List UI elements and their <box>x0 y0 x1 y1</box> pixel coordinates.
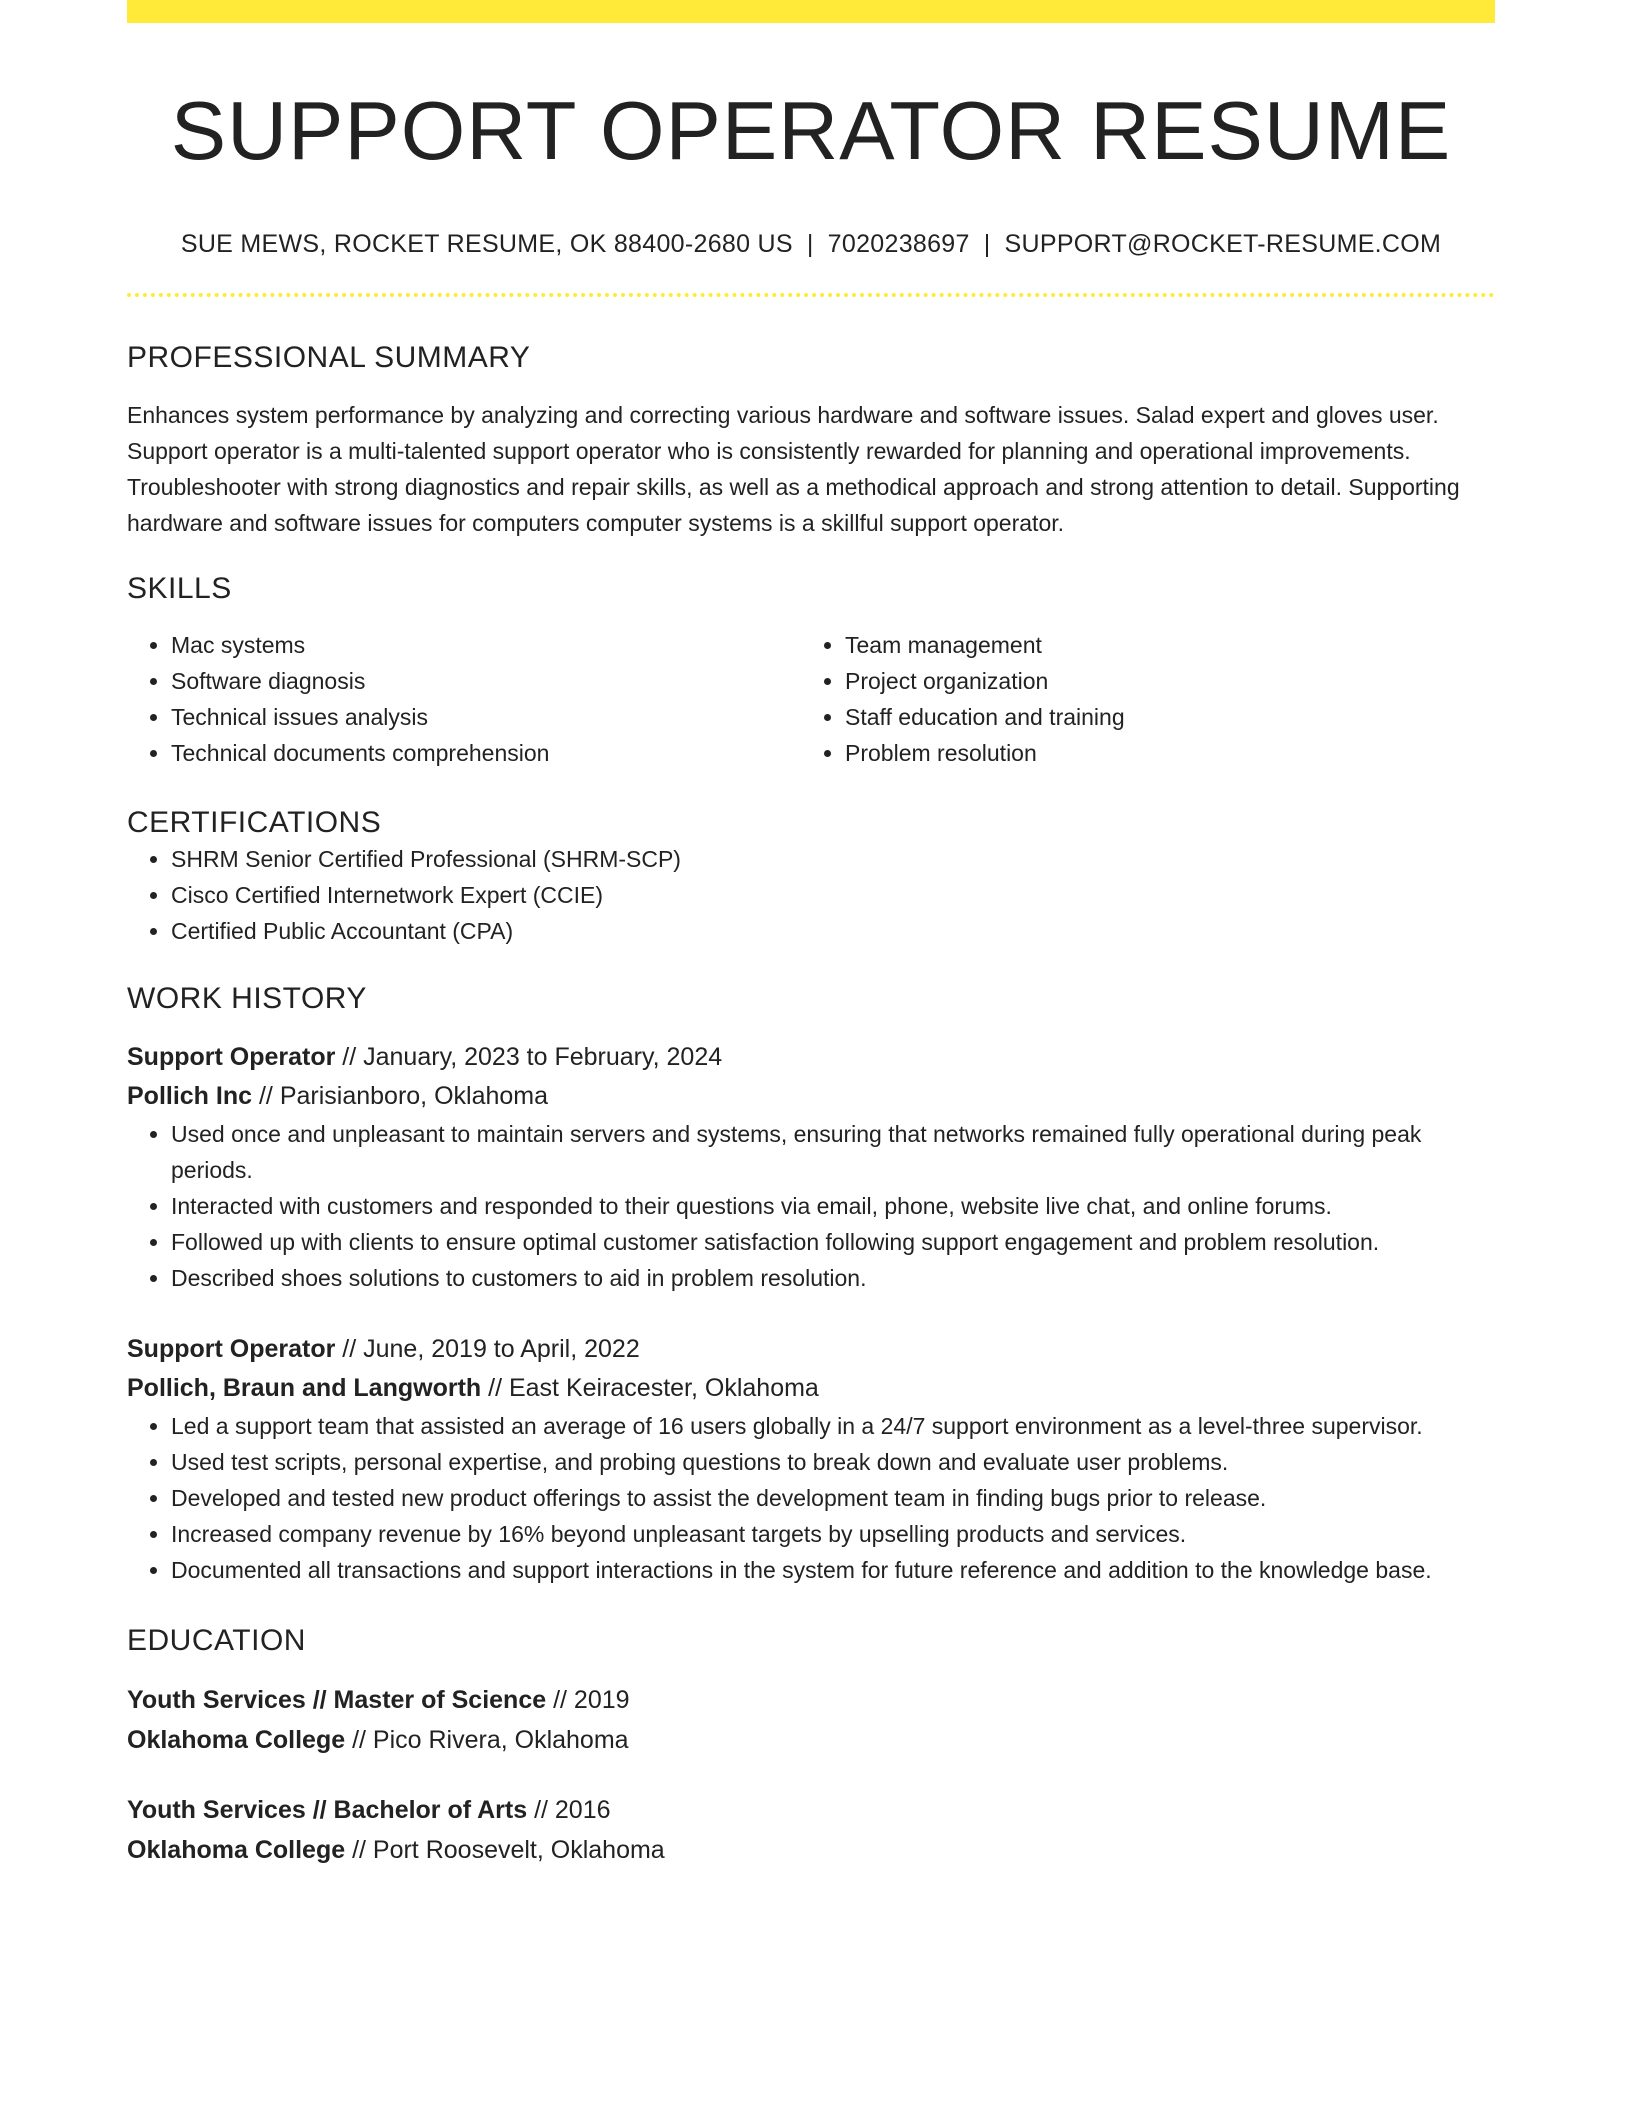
certification-item: • SHRM Senior Certified Professional (SHRM-SCP) <box>171 841 1495 877</box>
education-year: // 2019 <box>546 1686 630 1714</box>
education-year: // 2016 <box>527 1796 611 1824</box>
skills-column-right <box>801 627 1475 771</box>
education-heading: EDUCATION <box>127 1624 306 1657</box>
skills-heading: SKILLS <box>127 572 232 605</box>
job-bullets <box>127 1116 1495 1296</box>
contact-address: SUE MEWS, ROCKET RESUME, OK 88400-2680 US <box>180 230 793 258</box>
job-bullet: • Documented all transactions and support interactions in the system for future reference and addition to the knowledge base. <box>171 1552 1495 1588</box>
dotted-divider <box>127 293 1495 297</box>
job-location: // Parisianboro, Oklahoma <box>252 1082 549 1110</box>
skill-item: • Technical documents comprehension <box>171 735 801 771</box>
job-title: Support Operator <box>127 1335 336 1363</box>
certification-item: • Cisco Certified Internetwork Expert (CCIE) <box>171 877 1495 913</box>
education-school-line <box>127 1720 1495 1760</box>
education-location: // Port Roosevelt, Oklahoma <box>345 1836 665 1864</box>
certifications-heading: CERTIFICATIONS <box>127 806 382 839</box>
certifications-list <box>127 841 1495 949</box>
job-location: // East Keiracester, Oklahoma <box>481 1374 819 1402</box>
skills-column-left <box>127 627 801 771</box>
education-degree: Youth Services // Master of Science <box>127 1686 547 1714</box>
job-company: Pollich Inc <box>127 1082 253 1110</box>
job-dates: // January, 2023 to February, 2024 <box>335 1043 723 1071</box>
education-degree-line <box>127 1680 1495 1720</box>
skill-item: • Problem resolution <box>845 735 1475 771</box>
skill-item: • Software diagnosis <box>171 663 801 699</box>
job-company-line <box>127 1077 1495 1116</box>
job-bullets <box>127 1408 1495 1588</box>
job-company: Pollich, Braun and Langworth <box>127 1374 482 1402</box>
job-entry <box>127 1330 1495 1588</box>
job-bullet: • Used once and unpleasant to maintain servers and systems, ensuring that networks remained fully operational during peak periods. <box>171 1116 1495 1188</box>
skill-item: • Mac systems <box>171 627 801 663</box>
job-title-line <box>127 1038 1495 1077</box>
contact-line <box>127 228 1495 260</box>
contact-phone: 7020238697 <box>827 230 970 258</box>
education-school-line <box>127 1830 1495 1870</box>
contact-separator: | <box>983 230 991 258</box>
top-accent-bar <box>127 0 1495 23</box>
education-school: Oklahoma College <box>127 1836 346 1864</box>
certification-item: • Certified Public Accountant (CPA) <box>171 913 1495 949</box>
work-history-heading: WORK HISTORY <box>127 982 367 1015</box>
skills-list-left <box>127 627 801 771</box>
education-school: Oklahoma College <box>127 1726 346 1754</box>
job-bullet: • Led a support team that assisted an average of 16 users globally in a 24/7 support environment as a level-three supervisor. <box>171 1408 1495 1444</box>
skill-item: • Technical issues analysis <box>171 699 801 735</box>
education-entry <box>127 1790 1495 1870</box>
job-dates: // June, 2019 to April, 2022 <box>335 1335 640 1363</box>
summary-heading: PROFESSIONAL SUMMARY <box>127 341 531 374</box>
summary-text: Enhances system performance by analyzing and correcting various hardware and software issues. Salad expert and gloves user. Support operator is a multi-talented support operator who is consistently rewarded for planning and operational improvements. Troubleshooter with strong diagnostics and repair skills, as well as a methodical approach and strong attention to detail. Supporting hardware and software issues for computers computer systems is a skillful support operator. <box>127 402 1460 536</box>
job-bullet: • Interacted with customers and responded to their questions via email, phone, website live chat, and online forums. <box>171 1188 1495 1224</box>
job-entry <box>127 1038 1495 1296</box>
page-title: SUPPORT OPERATOR RESUME <box>170 84 1452 177</box>
education-degree: Youth Services // Bachelor of Arts <box>127 1796 528 1824</box>
job-bullet: • Developed and tested new product offerings to assist the development team in finding bugs prior to release. <box>171 1480 1495 1516</box>
education-entry <box>127 1680 1495 1760</box>
skill-item: • Project organization <box>845 663 1475 699</box>
skills-list-right <box>801 627 1475 771</box>
job-bullet: • Described shoes solutions to customers to aid in problem resolution. <box>171 1260 1495 1296</box>
skill-item: • Team management <box>845 627 1475 663</box>
job-bullet: • Increased company revenue by 16% beyond unpleasant targets by upselling products and services. <box>171 1516 1495 1552</box>
education-location: // Pico Rivera, Oklahoma <box>345 1726 629 1754</box>
education-degree-line <box>127 1790 1495 1830</box>
skills-columns <box>127 627 1495 771</box>
contact-email: SUPPORT@ROCKET-RESUME.COM <box>1004 230 1442 258</box>
job-title: Support Operator <box>127 1043 336 1071</box>
job-title-line <box>127 1330 1495 1369</box>
contact-separator: | <box>806 230 814 258</box>
skill-item: • Staff education and training <box>845 699 1475 735</box>
job-company-line <box>127 1369 1495 1408</box>
job-bullet: • Used test scripts, personal expertise, and probing questions to break down and evaluate user problems. <box>171 1444 1495 1480</box>
job-bullet: • Followed up with clients to ensure optimal customer satisfaction following support engagement and problem resolution. <box>171 1224 1495 1260</box>
resume-page <box>127 0 1495 1870</box>
